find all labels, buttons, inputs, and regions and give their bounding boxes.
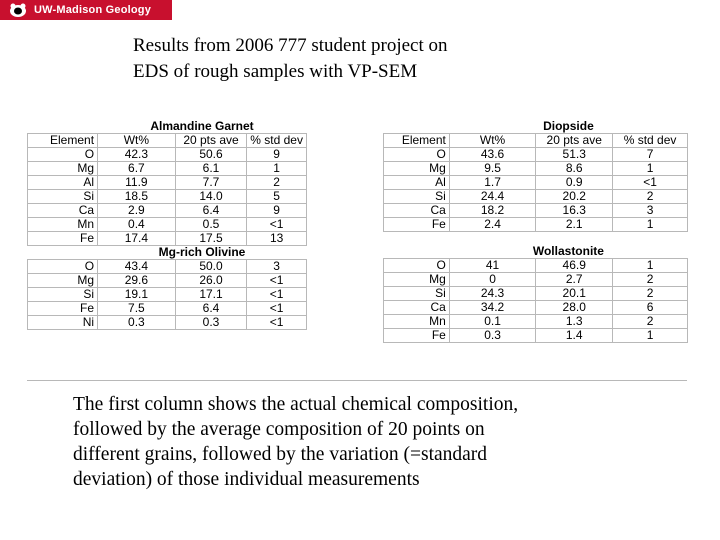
garnet-title-row xyxy=(28,120,307,134)
badge-text: UW-Madison Geology 777 xyxy=(34,4,152,36)
element-cell: Fe xyxy=(28,302,98,316)
average-cell: 8.6 xyxy=(536,162,613,176)
description-text xyxy=(73,392,693,492)
std-dev-cell: 1 xyxy=(613,329,688,343)
element-cell: Mg xyxy=(28,274,98,288)
average-cell: 1.4 xyxy=(536,329,613,343)
average-cell: 51.3 xyxy=(536,148,613,162)
column-header-wt: Wt% xyxy=(98,134,176,148)
std-dev-cell: 7 xyxy=(613,148,688,162)
std-dev-cell: 9 xyxy=(247,204,307,218)
blank-cell xyxy=(384,120,450,134)
column-header-ave: 20 pts ave xyxy=(536,134,613,148)
wt-percent-cell: 41 xyxy=(449,259,535,273)
diopside-row xyxy=(384,190,688,204)
element-cell: Ca xyxy=(384,204,450,218)
element-cell: Mg xyxy=(384,162,450,176)
description-line-4: deviation) of those individual measurements xyxy=(73,469,420,490)
wollastonite-row xyxy=(384,259,688,273)
average-cell: 1.3 xyxy=(536,315,613,329)
average-cell: 6.4 xyxy=(175,302,247,316)
olivine-title: Mg-rich Olivine xyxy=(158,245,246,259)
wollastonite-row xyxy=(384,273,688,287)
element-cell: Si xyxy=(28,190,98,204)
element-cell: O xyxy=(28,148,98,162)
element-cell: Fe xyxy=(28,232,98,246)
wt-percent-cell: 9.5 xyxy=(449,162,535,176)
element-cell: Fe xyxy=(384,329,450,343)
average-cell: 17.5 xyxy=(175,232,247,246)
average-cell: 50.6 xyxy=(175,148,247,162)
wollastonite-title: Wollastonite xyxy=(532,244,604,258)
average-cell: 20.2 xyxy=(536,190,613,204)
std-dev-cell: 2 xyxy=(247,176,307,190)
std-dev-cell: 2 xyxy=(613,287,688,301)
wt-percent-cell: 17.4 xyxy=(98,232,176,246)
average-cell: 6.4 xyxy=(175,204,247,218)
std-dev-cell: 1 xyxy=(613,218,688,232)
average-cell: 0.3 xyxy=(175,316,247,330)
element-cell: Ni xyxy=(28,316,98,330)
std-dev-cell: 5 xyxy=(247,190,307,204)
std-dev-cell: <1 xyxy=(247,274,307,288)
title-line-1: Results from 2006 777 student project on xyxy=(133,35,448,56)
diopside-title: Diopside xyxy=(543,119,594,133)
wt-percent-cell: 43.4 xyxy=(98,260,176,274)
garnet-title: Almandine Garnet xyxy=(150,119,254,133)
element-cell: Si xyxy=(384,287,450,301)
wt-percent-cell: 7.5 xyxy=(98,302,176,316)
wt-percent-cell: 43.6 xyxy=(449,148,535,162)
description-line-1: The first column shows the actual chemical composition, xyxy=(73,394,519,415)
average-cell: 0.9 xyxy=(536,176,613,190)
std-dev-cell: 2 xyxy=(613,273,688,287)
olivine-title-row xyxy=(28,246,307,260)
element-cell: Si xyxy=(28,288,98,302)
olivine-row xyxy=(28,274,307,288)
garnet-row xyxy=(28,218,307,232)
wt-percent-cell: 0.1 xyxy=(449,315,535,329)
std-dev-cell: <1 xyxy=(247,316,307,330)
average-cell: 46.9 xyxy=(536,259,613,273)
description-line-3: different grains, followed by the variation (=standard xyxy=(73,444,488,465)
wt-percent-cell: 0.3 xyxy=(98,316,176,330)
badger-logo-icon xyxy=(6,1,30,19)
element-cell: Ca xyxy=(384,301,450,315)
std-dev-cell: 6 xyxy=(613,301,688,315)
wollastonite-row xyxy=(384,301,688,315)
std-dev-cell: 1 xyxy=(613,259,688,273)
column-header-std: % std dev xyxy=(247,134,307,148)
average-cell: 6.1 xyxy=(175,162,247,176)
average-cell: 20.1 xyxy=(536,287,613,301)
element-cell: Fe xyxy=(384,218,450,232)
slide-title xyxy=(133,33,693,85)
element-cell: Si xyxy=(384,190,450,204)
average-cell: 7.7 xyxy=(175,176,247,190)
olivine-row xyxy=(28,302,307,316)
course-badge xyxy=(0,0,172,36)
wt-percent-cell: 19.1 xyxy=(98,288,176,302)
wt-percent-cell: 2.4 xyxy=(449,218,535,232)
average-cell: 50.0 xyxy=(175,260,247,274)
wt-percent-cell: 42.3 xyxy=(98,148,176,162)
element-cell: Mg xyxy=(28,162,98,176)
garnet-row xyxy=(28,176,307,190)
blank-cell xyxy=(384,245,450,259)
wt-percent-cell: 6.7 xyxy=(98,162,176,176)
std-dev-cell: 2 xyxy=(613,315,688,329)
std-dev-cell: 13 xyxy=(247,232,307,246)
std-dev-cell: <1 xyxy=(247,218,307,232)
wt-percent-cell: 1.7 xyxy=(449,176,535,190)
wt-percent-cell: 18.5 xyxy=(98,190,176,204)
wollastonite-row xyxy=(384,315,688,329)
element-cell: Mn xyxy=(28,218,98,232)
wollastonite-title-row xyxy=(384,245,688,259)
average-cell: 14.0 xyxy=(175,190,247,204)
element-cell: O xyxy=(28,260,98,274)
column-header-std: % std dev xyxy=(613,134,688,148)
wt-percent-cell: 24.3 xyxy=(449,287,535,301)
olivine-row xyxy=(28,288,307,302)
element-cell: Mg xyxy=(384,273,450,287)
element-cell: O xyxy=(384,148,450,162)
std-dev-cell: 2 xyxy=(613,190,688,204)
std-dev-cell: <1 xyxy=(247,302,307,316)
olivine-row xyxy=(28,316,307,330)
olivine-row xyxy=(28,260,307,274)
wt-percent-cell: 2.9 xyxy=(98,204,176,218)
average-cell: 2.7 xyxy=(536,273,613,287)
garnet-row xyxy=(28,162,307,176)
average-cell: 26.0 xyxy=(175,274,247,288)
wt-percent-cell: 0.4 xyxy=(98,218,176,232)
std-dev-cell: 1 xyxy=(613,162,688,176)
diopside-row xyxy=(384,176,688,190)
column-header-row xyxy=(384,134,688,148)
diopside-row xyxy=(384,148,688,162)
element-cell: Al xyxy=(384,176,450,190)
column-header-element: Element xyxy=(384,134,450,148)
element-cell: Mn xyxy=(384,315,450,329)
left-composition-table xyxy=(27,120,307,330)
garnet-row xyxy=(28,204,307,218)
element-cell: Al xyxy=(28,176,98,190)
std-dev-cell: 1 xyxy=(247,162,307,176)
std-dev-cell: <1 xyxy=(613,176,688,190)
column-header-row xyxy=(28,134,307,148)
wt-percent-cell: 24.4 xyxy=(449,190,535,204)
wt-percent-cell: 11.9 xyxy=(98,176,176,190)
wt-percent-cell: 18.2 xyxy=(449,204,535,218)
wt-percent-cell: 34.2 xyxy=(449,301,535,315)
description-line-2: followed by the average composition of 20 points on xyxy=(73,419,485,440)
column-header-ave: 20 pts ave xyxy=(175,134,247,148)
average-cell: 28.0 xyxy=(536,301,613,315)
garnet-row xyxy=(28,148,307,162)
std-dev-cell: 3 xyxy=(247,260,307,274)
std-dev-cell: <1 xyxy=(247,288,307,302)
garnet-row xyxy=(28,190,307,204)
wollastonite-row xyxy=(384,287,688,301)
average-cell: 2.1 xyxy=(536,218,613,232)
wollastonite-row xyxy=(384,329,688,343)
title-line-2: EDS of rough samples with VP-SEM xyxy=(133,61,418,82)
spacer-cell xyxy=(384,232,688,246)
diopside-row xyxy=(384,218,688,232)
blank-cell xyxy=(28,246,98,260)
average-cell: 0.5 xyxy=(175,218,247,232)
diopside-title-row xyxy=(384,120,688,134)
diopside-row xyxy=(384,162,688,176)
std-dev-cell: 3 xyxy=(613,204,688,218)
wt-percent-cell: 0.3 xyxy=(449,329,535,343)
average-cell: 17.1 xyxy=(175,288,247,302)
element-cell: Ca xyxy=(28,204,98,218)
blank-cell xyxy=(28,120,98,134)
element-cell: O xyxy=(384,259,450,273)
average-cell: 16.3 xyxy=(536,204,613,218)
column-header-wt: Wt% xyxy=(449,134,535,148)
right-composition-table xyxy=(383,120,688,343)
diopside-row xyxy=(384,204,688,218)
column-header-element: Element xyxy=(28,134,98,148)
spacer-row xyxy=(384,232,688,246)
garnet-row xyxy=(28,232,307,246)
wt-percent-cell: 0 xyxy=(449,273,535,287)
wt-percent-cell: 29.6 xyxy=(98,274,176,288)
std-dev-cell: 9 xyxy=(247,148,307,162)
table-frame-line xyxy=(27,380,687,381)
